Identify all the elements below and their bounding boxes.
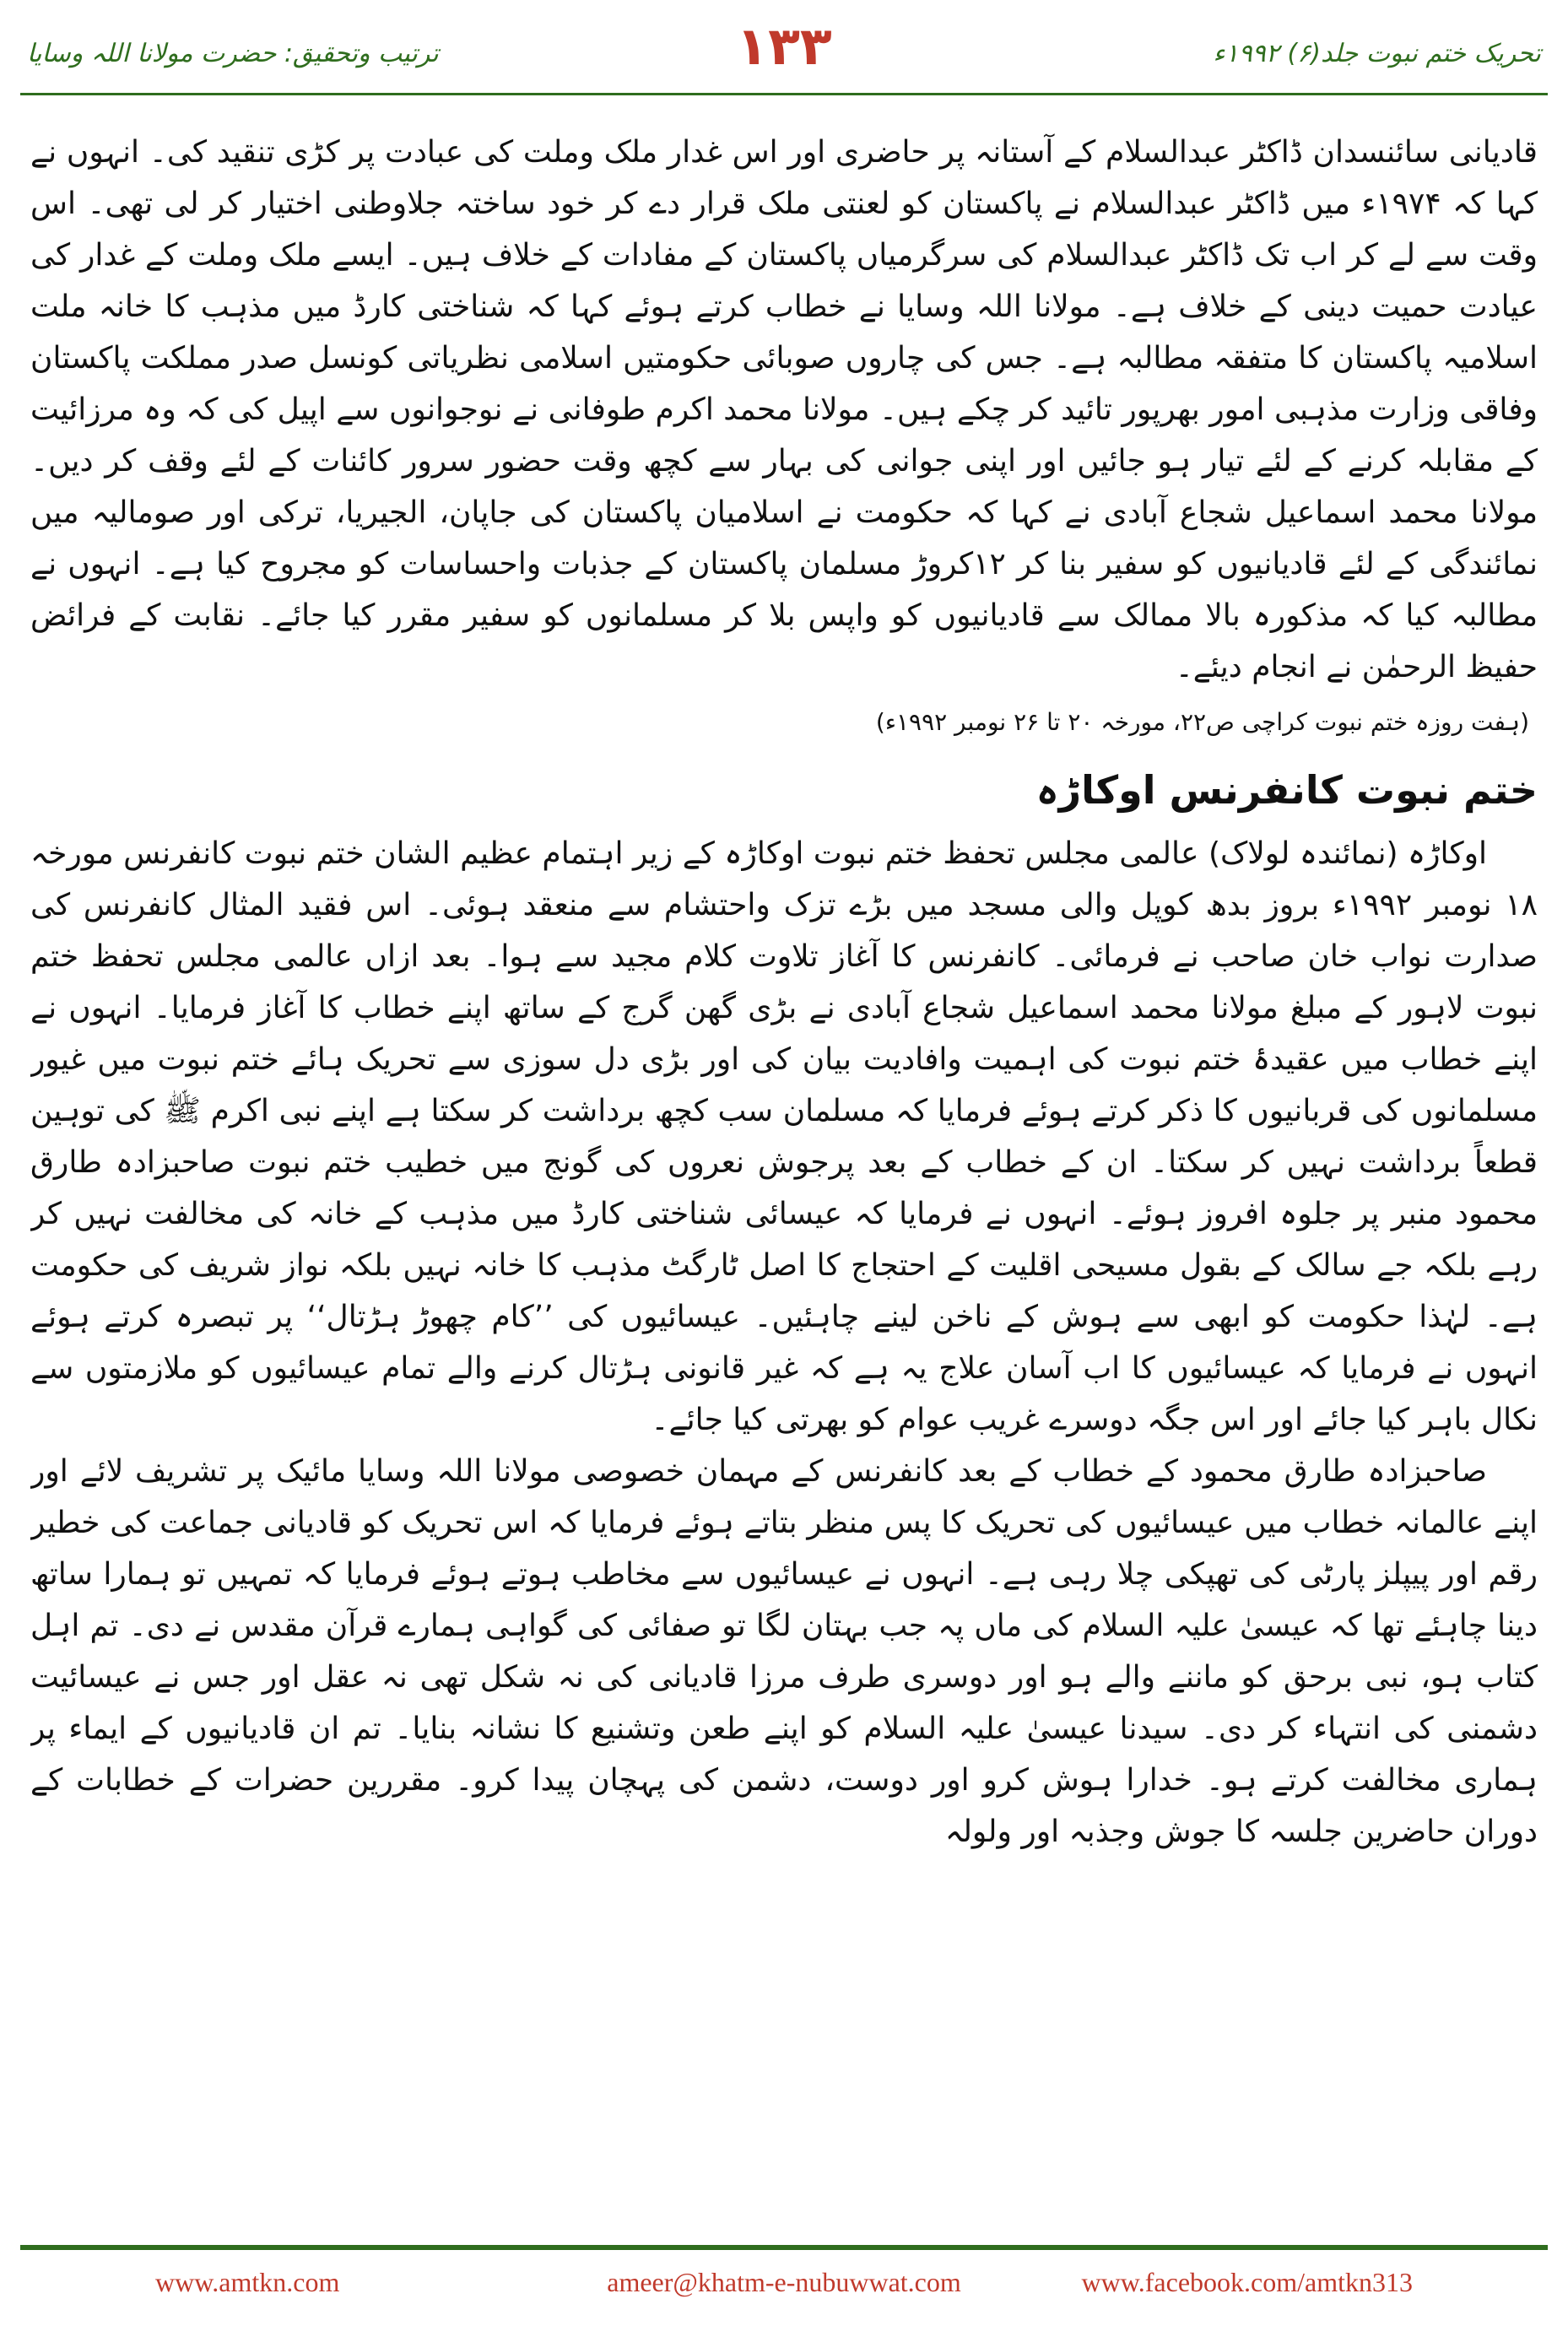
header-divider [20, 93, 1548, 95]
body-paragraph: قادیانی سائنسدان ڈاکٹر عبدالسلام کے آستانہ پر حاضری اور اس غدار ملک وملت کی عبادت پر کڑی تنقید کی۔ انہوں نے کہا کہ ۱۹۷۴ء میں ڈاکٹر عبدالسلام نے پاکستان کو لعنتی ملک قرار دے کر خود ساختہ جلاوطنی اختیار کر لی تھی۔ اس وقت سے لے کر اب تک ڈاکٹر عبدالسلام کی سرگرمیاں پاکستان کے مفادات کے خلاف ہیں۔ ایسے ملک وملت کے غدار کی عیادت حمیت دینی کے خلاف ہے۔ مولانا اللہ وسایا نے خطاب کرتے ہوئے کہا کہ شناختی کارڈ میں مذہب کا خانہ ملت اسلامیہ پاکستان کا متفقہ مطالبہ ہے۔ جس کی چاروں صوبائی حکومتیں اسلامی نظریاتی کونسل صدر مملکت پاکستان وفاقی وزارت مذہبی امور بھرپور تائید کر چکے ہیں۔ مولانا محمد اکرم طوفانی نے نوجوانوں سے اپیل کی کہ وہ مرزائیت کے مقابلہ کرنے کے لئے تیار ہو جائیں اور اپنی جوانی کی بہار سے کچھ وقت حضور سرور کائنات کے لئے وقف کر دیں۔ مولانا محمد اسماعیل شجاع آبادی نے کہا کہ حکومت نے اسلامیان پاکستان کی جاپان، الجیریا، ترکی اور صومالیہ میں نمائندگی کے لئے قادیانیوں کو سفیر بنا کر ۱۲کروڑ مسلمان پاکستان کے جذبات واحساسات کو مجروح کیا ہے۔ انہوں نے مطالبہ کیا کہ مذکورہ بالا ممالک سے قادیانیوں کو واپس بلا کر مسلمانوں کو سفیر مقرر کیا جائے۔ نقابت کے فرائض حفیظ الرحمٰن نے انجام دیئے۔ [30, 135, 1538, 684]
section-heading: ختم نبوت کانفرنس اوکاڑہ [1035, 767, 1538, 813]
page-header [20, 15, 1548, 93]
page-body [30, 127, 1538, 2211]
page-number: ۱۳۳ [736, 15, 832, 77]
page-footer [20, 2245, 1548, 2318]
header-compiler-credit: ترتیب وتحقیق: حضرت مولانا اللہ وسایا [27, 39, 439, 68]
footer-website-link[interactable]: www.amtkn.com [155, 2267, 340, 2297]
source-citation: (ہفت روزہ ختم نبوت کراچی ص۲۲، مورخہ ۲۰ تا ۲۶ نومبر ۱۹۹۲ء) [875, 708, 1529, 736]
footer-facebook-link[interactable]: www.facebook.com/amtkn313 [1081, 2267, 1413, 2297]
header-book-title: تحریک ختم نبوت جلد(۶) ۱۹۹۲ء [1213, 39, 1541, 68]
footer-email-link[interactable]: ameer@khatm-e-nubuwwat.com [607, 2267, 961, 2297]
section-paragraph: اوکاڑہ (نمائندہ لولاک) عالمی مجلس تحفظ ختم نبوت اوکاڑہ کے زیر اہتمام عظیم الشان ختم نبوت کانفرنس مورخہ ۱۸ نومبر ۱۹۹۲ء بروز بدھ کوپل والی مسجد میں بڑے تزک واحتشام سے منعقد ہوئی۔ اس فقید المثال کانفرنس کی صدارت نواب خان صاحب نے فرمائی۔ کانفرنس کا آغاز تلاوت کلام مجید سے ہوا۔ بعد ازاں عالمی مجلس تحفظ ختم نبوت لاہور کے مبلغ مولانا محمد اسماعیل شجاع آبادی نے بڑی گھن گرج کے ساتھ اپنے خطاب کا آغاز فرمایا۔ انہوں نے اپنے خطاب میں عقیدۂ ختم نبوت کی اہمیت وافادیت بیان کی اور بڑی دل سوزی سے تحریک ہائے ختم نبوت میں غیور مسلمانوں کی قربانیوں کا ذکر کرتے ہوئے فرمایا کہ مسلمان سب کچھ برداشت کر سکتا ہے اپنے نبی اکرم ﷺ کی توہین قطعاً برداشت نہیں کر سکتا۔ ان کے خطاب کے بعد پرجوش نعروں کی گونج میں خطیب ختم نبوت صاحبزادہ طارق محمود منبر پر جلوہ افروز ہوئے۔ انہوں نے فرمایا کہ عیسائی شناختی کارڈ میں مذہب کے خانہ کی مخالفت نہیں کر رہے بلکہ جے سالک کے بقول مسیحی اقلیت کے احتجاج کا اصل ٹارگٹ مذہب کا خانہ نہیں بلکہ نواز شریف کی حکومت ہے۔ لہٰذا حکومت کو ابھی سے ہوش کے ناخن لینے چاہئیں۔ عیسائیوں کی ’’کام چھوڑ ہڑتال‘‘ پر تبصرہ کرتے ہوئے انہوں نے فرمایا کہ عیسائیوں کا اب آسان علاج یہ ہے کہ غیر قانونی ہڑتال کرنے والے تمام عیسائیوں کو ملازمتوں سے نکال باہر کیا جائے اور اس جگہ دوسرے غریب عوام کو بھرتی کیا جائے۔ [30, 836, 1538, 1437]
section-paragraph: صاحبزادہ طارق محمود کے خطاب کے بعد کانفرنس کے مہمان خصوصی مولانا اللہ وسایا مائیک پر تشریف لائے اور اپنے عالمانہ خطاب میں عیسائیوں کی تحریک کا پس منظر بتاتے ہوئے فرمایا کہ اس تحریک کو قادیانی جماعت کی خطیر رقم اور پیپلز پارٹی کی تھپکی چلا رہی ہے۔ انہوں نے عیسائیوں سے مخاطب ہوتے ہوئے فرمایا کہ تمہیں تو ہمارا ساتھ دینا چاہئے تھا کہ عیسیٰ علیہ السلام کی ماں پہ جب بہتان لگا تو صفائی کی گواہی ہمارے قرآن مقدس نے دی۔ تم اہل کتاب ہو، نبی برحق کو ماننے والے ہو اور دوسری طرف مرزا قادیانی کی نہ شکل تھی نہ عقل اور جس نے عیسائیت دشمنی کی انتہاء کر دی۔ سیدنا عیسیٰ علیہ السلام کو اپنے طعن وتشنیع کا نشانہ بنایا۔ تم ان قادیانیوں کے ایماء پر ہماری مخالفت کرتے ہو۔ خدارا ہوش کرو اور دوست، دشمن کی پہچان پیدا کرو۔ مقررین حضرات کے خطابات کے دوران حاضرین جلسہ کا جوش وجذبہ اور ولولہ [30, 1454, 1538, 1849]
